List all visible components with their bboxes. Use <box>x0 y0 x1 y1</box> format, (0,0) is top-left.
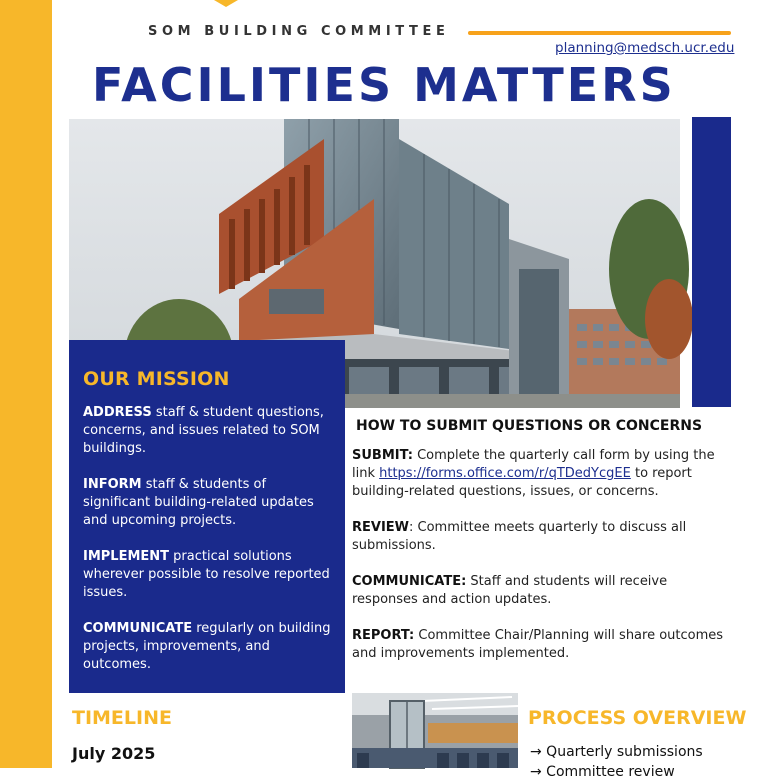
timeline-heading: TIMELINE <box>72 707 172 729</box>
step-report <box>352 627 737 663</box>
step-text: Staff and students will receive responses and action updates. <box>352 574 668 607</box>
mission-item-lead: INFORM <box>83 477 142 492</box>
step-text: Committee Chair/Planning will share outcomes and improvements implemented. <box>352 628 724 661</box>
interior-photo <box>352 693 518 768</box>
submit-steps <box>352 447 737 681</box>
mission-item-lead: COMMUNICATE <box>83 621 193 636</box>
process-item: → Quarterly submissions <box>530 744 703 760</box>
step-lead: REVIEW <box>352 520 410 535</box>
step-submit <box>352 447 737 501</box>
step-text: to report building-related questions, issues, or concerns. <box>352 466 692 499</box>
step-review <box>352 519 737 555</box>
process-item: → Committee review <box>530 764 675 780</box>
form-link[interactable]: https://forms.office.com/r/qTDedYcgEE <box>379 466 631 481</box>
left-gold-bar <box>0 0 52 768</box>
step-communicate <box>352 573 737 609</box>
mission-item-text: staff & student questions, concerns, and issues related to SOM buildings. <box>83 405 324 456</box>
mission-item-text: staff & students of significant building-related updates and upcoming projects. <box>83 477 314 528</box>
mission-item-text: practical solutions wherever possible to resolve reported issues. <box>83 549 330 600</box>
mission-item-text: regularly on building projects, improvements, and outcomes. <box>83 621 331 672</box>
timeline-date: July 2025 <box>72 744 156 763</box>
page-title: FACILITIES MATTERS <box>92 58 676 112</box>
mission-item-implement <box>83 548 333 602</box>
mission-panel <box>69 340 345 693</box>
mission-heading: OUR MISSION <box>83 368 230 390</box>
mission-item-lead: IMPLEMENT <box>83 549 170 564</box>
step-lead: COMMUNICATE: <box>352 574 467 589</box>
mission-item-lead: ADDRESS <box>83 405 152 420</box>
orange-divider <box>468 31 731 35</box>
mission-item-communicate <box>83 620 333 674</box>
process-heading: PROCESS OVERVIEW <box>528 707 747 729</box>
contact-email-link[interactable]: planning@medsch.ucr.edu <box>555 40 735 56</box>
submit-heading: HOW TO SUBMIT QUESTIONS OR CONCERNS <box>356 418 703 434</box>
mission-item-address <box>83 404 333 458</box>
committee-label: SOM BUILDING COMMITTEE <box>148 24 450 39</box>
step-text: : Committee meets quarterly to discuss all submissions. <box>352 520 687 553</box>
mission-item-inform <box>83 476 333 530</box>
navy-accent-bar <box>692 117 731 407</box>
top-gold-wedge <box>214 0 238 7</box>
step-lead: REPORT: <box>352 628 415 643</box>
step-lead: SUBMIT: <box>352 448 413 463</box>
step-text: Complete the quarterly call form by using the link <box>352 448 715 481</box>
